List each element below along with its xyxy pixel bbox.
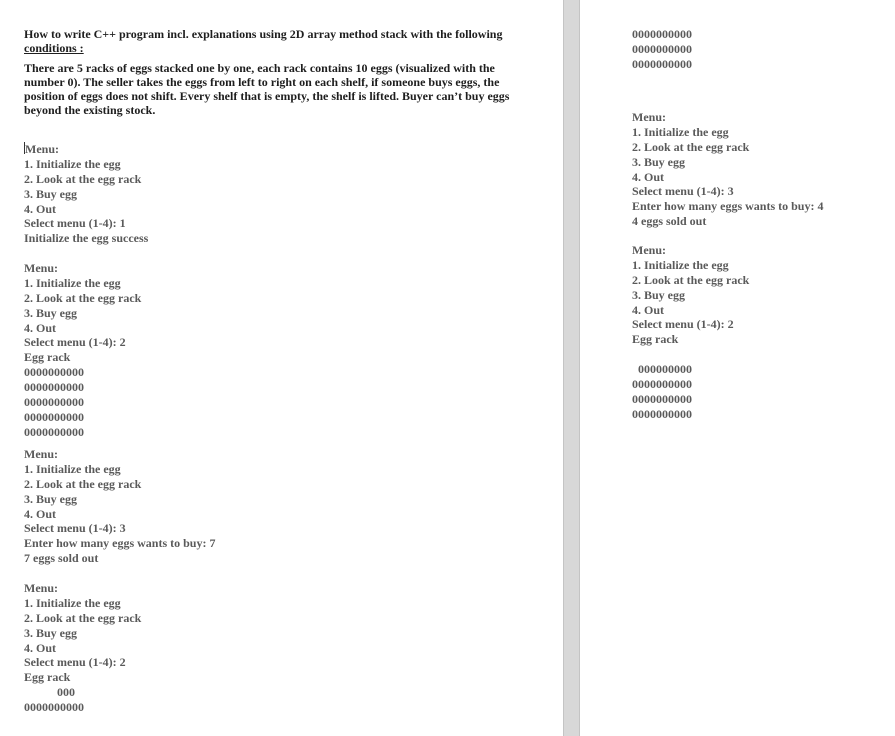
question-heading [24, 27, 524, 55]
console-block-look-rack-after-7 [24, 581, 141, 715]
console-line: 3. Buy egg [632, 154, 686, 169]
console-line: 2. Look at the egg rack [24, 610, 142, 625]
console-line: 4. Out [24, 640, 57, 655]
console-line: 4. Out [24, 320, 57, 335]
heading-line-1: How to write C++ program incl. explanations using 2D array method stack with the following [24, 27, 503, 41]
console-line: Select menu (1-4): 2 [24, 655, 126, 670]
console-line: 1. Initialize the egg [24, 275, 121, 290]
document-page-right [580, 0, 895, 736]
console-line: Menu: [24, 581, 58, 595]
console-line: 4. Out [632, 169, 665, 184]
console-block-buy-7 [24, 447, 215, 566]
console-block-init [24, 142, 148, 246]
console-line: 0000000000 [632, 391, 692, 406]
console-line: Egg rack [24, 670, 71, 685]
console-line: Select menu (1-4): 2 [24, 335, 126, 350]
console-line: 0000000000 [632, 406, 692, 421]
console-line: Menu: [632, 110, 666, 124]
console-line: Menu: [632, 243, 666, 257]
console-line: 000 [24, 685, 75, 700]
console-line: 1. Initialize the egg [632, 124, 729, 139]
console-line: Select menu (1-4): 3 [24, 521, 126, 536]
console-line: 0000000000 [632, 56, 692, 71]
console-line: 2. Look at the egg rack [24, 476, 142, 491]
console-block-rack-continued [632, 27, 692, 72]
console-line: Initialize the egg success [24, 231, 149, 246]
console-block-rack-after-4 [632, 362, 692, 422]
console-line: 2. Look at the egg rack [632, 272, 750, 287]
console-line: Select menu (1-4): 2 [632, 317, 734, 332]
console-line: Egg rack [24, 350, 71, 365]
console-line: 0000000000 [632, 376, 692, 391]
console-line: Select menu (1-4): 3 [632, 184, 734, 199]
console-line: 0000000000 [632, 27, 692, 41]
console-line: Menu: [25, 142, 59, 156]
console-line: 4 eggs sold out [632, 214, 707, 229]
console-line: 4. Out [24, 506, 57, 521]
console-line: Enter how many eggs wants to buy: 7 [24, 536, 216, 551]
console-line: 0000000000 [24, 395, 84, 410]
console-line: 2. Look at the egg rack [24, 171, 142, 186]
console-block-look-rack [632, 243, 749, 347]
console-line: Menu: [24, 447, 58, 461]
console-line: 4. Out [632, 302, 665, 317]
console-line: Egg rack [632, 332, 679, 347]
console-line: 0000000000 [24, 365, 84, 380]
console-line: 0000000000 [24, 380, 84, 395]
console-line: Enter how many eggs wants to buy: 4 [632, 199, 824, 214]
console-line: Select menu (1-4): 1 [24, 216, 126, 231]
console-line: 1. Initialize the egg [24, 595, 121, 610]
console-line: 0000000000 [24, 424, 84, 439]
console-line: 3. Buy egg [24, 186, 78, 201]
console-line: 0000000000 [632, 41, 692, 56]
console-line: 1. Initialize the egg [24, 461, 121, 476]
heading-line-2: conditions : [24, 41, 84, 55]
console-line: 000000000 [632, 362, 692, 376]
text-cursor [24, 142, 25, 154]
console-block-look-rack-full [24, 261, 141, 440]
console-block-buy-4 [632, 110, 823, 229]
console-line: 4. Out [24, 201, 57, 216]
page-gutter [563, 0, 580, 736]
console-line: Menu: [24, 261, 58, 275]
console-line: 1. Initialize the egg [24, 156, 121, 171]
console-line: 7 eggs sold out [24, 551, 99, 566]
console-line: 3. Buy egg [24, 491, 78, 506]
console-line: 3. Buy egg [632, 287, 686, 302]
console-line: 3. Buy egg [24, 625, 78, 640]
console-line: 0000000000 [24, 700, 84, 715]
console-line: 2. Look at the egg rack [632, 139, 750, 154]
console-line: 0000000000 [24, 409, 84, 424]
console-line: 3. Buy egg [24, 305, 78, 320]
console-line: 2. Look at the egg rack [24, 290, 142, 305]
problem-description: There are 5 racks of eggs stacked one by one, each rack contains 10 eggs (visualized with the number 0). The seller takes the eggs from left to right on each shelf, if someone buys eggs, the position of eggs does not shift. Every shelf that is empty, the shelf is lifted. Buyer can’t buy eggs beyond the existing stock. [24, 61, 510, 117]
console-line: 1. Initialize the egg [632, 257, 729, 272]
